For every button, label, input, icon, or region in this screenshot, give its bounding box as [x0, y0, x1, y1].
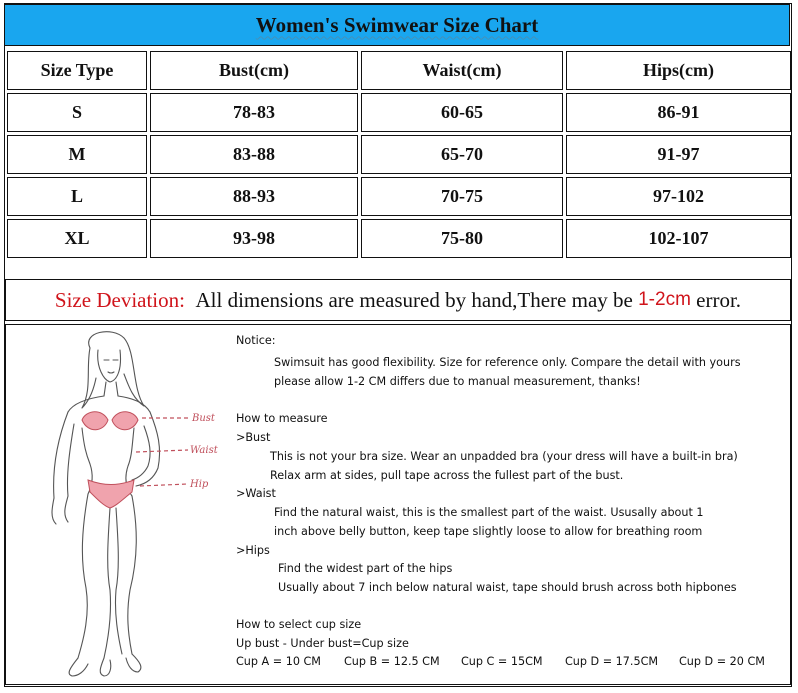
cup-item: Cup D = 17.5CM [565, 655, 659, 668]
hips-heading: >Hips [236, 544, 270, 557]
cell-size: S [7, 93, 147, 132]
cup-item: Cup D = 20 CM [679, 655, 765, 668]
waist-heading: >Waist [236, 487, 276, 500]
waist-line: inch above belly button, keep tape slightly loose to allow for breathing room [274, 525, 703, 538]
cell-size: XL [7, 219, 147, 258]
deviation-text: All dimensions are measured by hand,There may be [195, 287, 633, 312]
table-row [7, 219, 791, 258]
hips-line: Find the widest part of the hips [278, 562, 453, 575]
bust-line: Relax arm at sides, pull tape across the fullest part of the bust. [270, 469, 624, 482]
table-header-row [7, 51, 791, 90]
bust-line: This is not your bra size. Wear an unpadded bra (your dress will have a built-in bra) [270, 450, 738, 463]
cell-bust: 88-93 [150, 177, 358, 216]
waist-line: Find the natural waist, this is the smallest part of the waist. Ususally about 1 [274, 506, 704, 519]
page-title: Women's Swimwear Size Chart [255, 12, 539, 37]
table-row [7, 177, 791, 216]
notice-line: please allow 1-2 CM differs due to manual measurement, thanks! [274, 375, 641, 388]
header-size-type: Size Type [7, 51, 147, 90]
deviation-label: Size Deviation: [54, 287, 185, 312]
cell-hips: 102-107 [566, 219, 791, 258]
header-waist: Waist(cm) [361, 51, 563, 90]
size-deviation-note [5, 279, 791, 321]
table-row [7, 93, 791, 132]
deviation-error: error. [696, 287, 742, 312]
cell-waist: 60-65 [361, 93, 563, 132]
size-table [4, 48, 794, 261]
notice-heading: Notice: [236, 334, 276, 347]
cup-item: Cup A = 10 CM [236, 655, 321, 668]
table-row [7, 135, 791, 174]
waist-label: Waist [190, 445, 218, 456]
cell-hips: 86-91 [566, 93, 791, 132]
hip-label: Hip [190, 479, 209, 490]
deviation-range: 1-2cm [638, 289, 691, 310]
cup-item: Cup C = 15CM [461, 655, 543, 668]
cell-waist: 70-75 [361, 177, 563, 216]
notice-line: Swimsuit has good flexibility. Size for reference only. Compare the detail with yours [274, 356, 741, 369]
cell-size: M [7, 135, 147, 174]
cell-hips: 91-97 [566, 135, 791, 174]
cell-waist: 75-80 [361, 219, 563, 258]
cell-hips: 97-102 [566, 177, 791, 216]
hips-line: Usually about 7 inch below natural waist, tape should brush across both hipbones [278, 581, 737, 594]
cup-item: Cup B = 12.5 CM [344, 655, 440, 668]
bust-label: Bust [192, 413, 215, 424]
cup-formula: Up bust - Under bust=Cup size [236, 637, 409, 650]
header-bust: Bust(cm) [150, 51, 358, 90]
cell-waist: 65-70 [361, 135, 563, 174]
title-bar [4, 4, 790, 46]
cell-bust: 78-83 [150, 93, 358, 132]
cup-size-heading: How to select cup size [236, 618, 362, 631]
bust-heading: >Bust [236, 431, 271, 444]
cell-bust: 93-98 [150, 219, 358, 258]
body-measurement-figure [12, 328, 222, 683]
cell-bust: 83-88 [150, 135, 358, 174]
how-to-measure-heading: How to measure [236, 412, 328, 425]
header-hips: Hips(cm) [566, 51, 791, 90]
cell-size: L [7, 177, 147, 216]
